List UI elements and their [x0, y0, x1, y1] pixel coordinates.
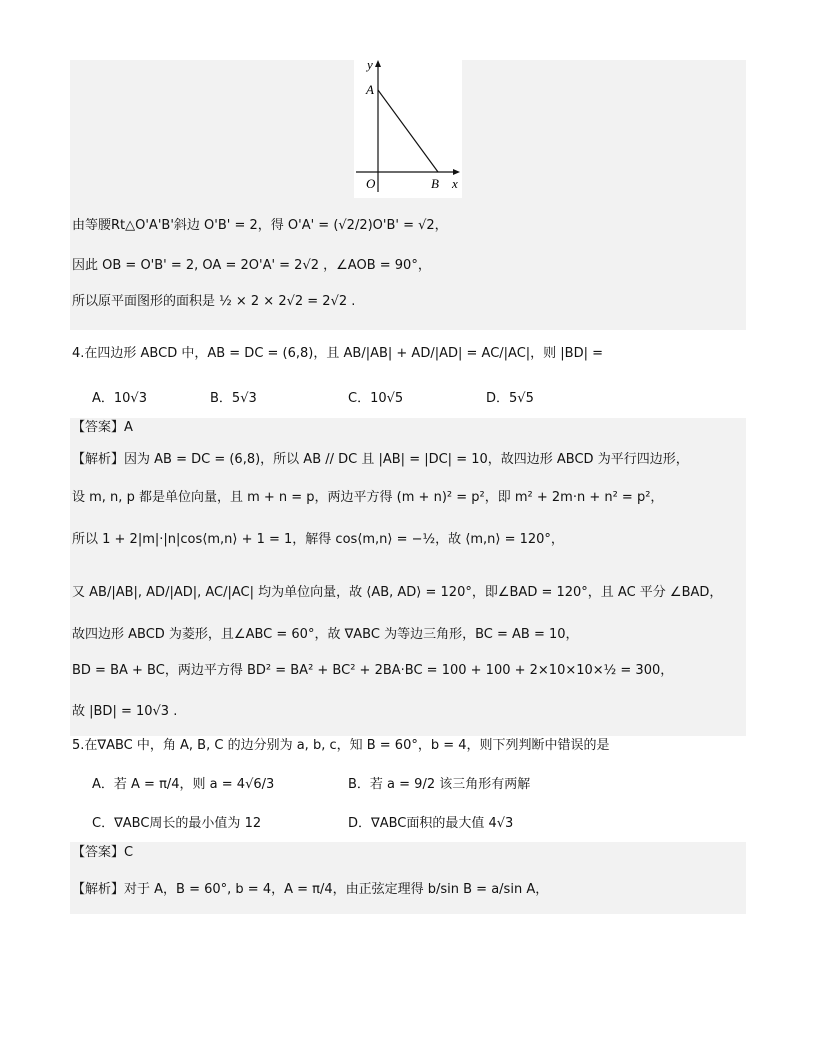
question-4-stem: 4.在四边形 ABCD 中，AB = DC = (6,8)，且 AB/|AB| + AD/|AD| = AC/|AC|，则 |BD| =: [72, 346, 603, 361]
question-5-stem: 5.在∇ABC 中，角 A, B, C 的边分别为 a, b, c，知 B = 60°，b = 4，则下列判断中错误的是: [72, 738, 610, 753]
x-axis-label: x: [452, 176, 458, 191]
q4-solution-line-6: BD = BA + BC，两边平方得 BD² = BA² + BC² + 2BA·BC = 100 + 100 + 2×10×10×½ = 300，: [72, 663, 674, 678]
x-axis-arrow: [453, 169, 460, 175]
solution-line-2: 因此 OB = O'B' = 2, OA = 2O'A' = 2√2 ，∠AOB = 90°，: [72, 258, 431, 273]
q4-solution-line-3: 所以 1 + 2|m|·|n|cos⟨m,n⟩ + 1 = 1，解得 cos⟨m,n⟩ = −½，故 ⟨m,n⟩ = 120°，: [72, 532, 564, 547]
q4-solution-line-5: 故四边形 ABCD 为菱形，且∠ABC = 60°，故 ∇ABC 为等边三角形，BC = AB = 10，: [72, 627, 579, 642]
q5-solution-line-1: 【解析】对于 A，B = 60°, b = 4，A = π/4，由正弦定理得 b/sin B = a/sin A，: [72, 882, 549, 897]
q4-option-a: A．10√3: [92, 391, 147, 406]
q4-solution-line-7: 故 |BD| = 10√3 .: [72, 704, 178, 719]
q4-option-d: D．5√5: [486, 391, 534, 406]
y-axis-arrow: [375, 60, 381, 67]
q4-solution-line-2: 设 m, n, p 都是单位向量，且 m + n = p，两边平方得 (m + n)² = p²，即 m² + 2m·n + n² = p²，: [72, 490, 664, 505]
q4-solution-line-1: 【解析】因为 AB = DC = (6,8)，所以 AB // DC 且 |AB| = |DC| = 10，故四边形 ABCD 为平行四边形，: [72, 452, 689, 467]
q4-answer: 【答案】A: [72, 420, 133, 435]
q5-option-a: A．若 A = π/4，则 a = 4√6/3: [92, 777, 275, 792]
q5-option-b: B．若 a = 9/2 该三角形有两解: [348, 777, 531, 792]
coordinate-figure: [354, 58, 462, 198]
solution-line-3: 所以原平面图形的面积是 ½ × 2 × 2√2 = 2√2 .: [72, 294, 356, 309]
q5-option-d: D．∇ABC面积的最大值 4√3: [348, 816, 514, 831]
q5-answer: 【答案】C: [72, 845, 134, 860]
origin-label: O: [366, 176, 376, 191]
y-axis-label: y: [367, 58, 373, 72]
q4-option-b: B．5√3: [210, 391, 257, 406]
q4-solution-line-4: 又 AB/|AB|, AD/|AD|, AC/|AC| 均为单位向量，故 ⟨AB, AD⟩ = 120°，即∠BAD = 120°，且 AC 平分 ∠BAD，: [72, 585, 723, 600]
q5-option-c: C．∇ABC周长的最小值为 12: [92, 816, 262, 831]
hypotenuse-ab: [378, 90, 438, 172]
q5-solution-block: [70, 842, 746, 914]
q4-option-c: C．10√5: [348, 391, 404, 406]
triangle-diagram: [354, 58, 462, 198]
point-a-label: A: [366, 82, 374, 97]
point-b-label: B: [431, 176, 439, 191]
solution-line-1: 由等腰Rt△O'A'B'斜边 O'B' = 2，得 O'A' = (√2/2)O'B' = √2，: [72, 218, 448, 233]
